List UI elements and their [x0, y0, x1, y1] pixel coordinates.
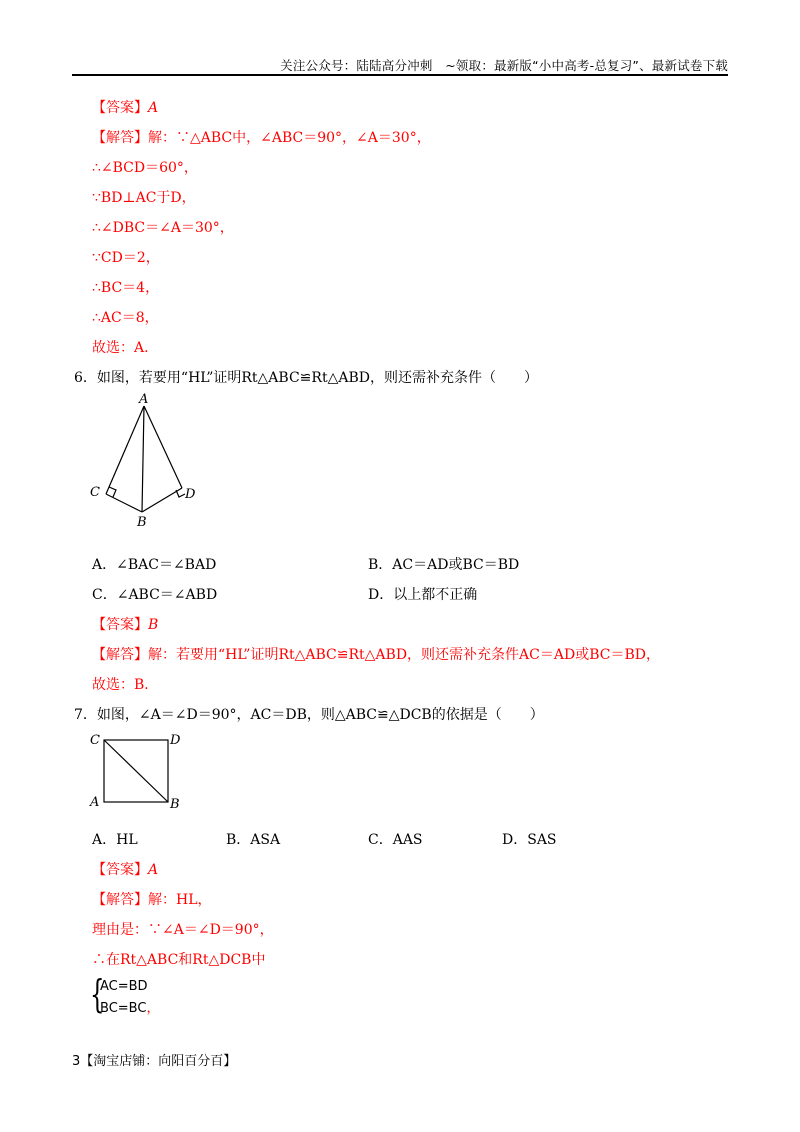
q6-option-a: A．∠BAC＝∠BAD	[92, 557, 217, 573]
q6-solution-line	[92, 645, 660, 665]
q7-reason: 理由是：∵∠A＝∠D＝90°，	[92, 922, 274, 938]
q7-stem: 7．如图，∠A＝∠D＝90°，AC＝DB，则△ABC≌△DCB的依据是（ ）	[74, 707, 544, 723]
q6-option-b: B．AC＝AD或BC＝BD	[368, 557, 520, 573]
answer-tag: 【答案】	[92, 100, 148, 116]
q6-option-c: C．∠ABC＝∠ABD	[92, 587, 218, 603]
header-divider	[72, 74, 728, 76]
solution-tag: 【解答】	[92, 892, 148, 908]
q6-label-d: D	[185, 487, 196, 502]
q6-label-c: C	[90, 485, 100, 500]
q7-solution: 解：HL，	[148, 892, 212, 908]
q5-solution-2: ∵BD⊥AC于D，	[92, 190, 196, 206]
q6-stem: 6．如图，若要用“HL”证明Rt△ABC≌Rt△ABD，则还需补充条件（ ）	[74, 370, 538, 386]
q7-option-c: C．AAS	[368, 832, 423, 848]
q7-option-a: A．HL	[92, 832, 138, 848]
q5-solution-line	[92, 128, 431, 148]
q7-label-a: A	[90, 795, 100, 810]
q6-label-a: A	[139, 392, 149, 407]
q7-label-d: D	[170, 733, 181, 748]
q5-solution-4: ∵CD＝2，	[92, 250, 160, 266]
q6-label-b: B	[137, 515, 147, 528]
solution-tag: 【解答】	[92, 130, 148, 146]
q5-solution-5: ∴BC＝4，	[92, 280, 160, 296]
q6-option-d: D．以上都不正确	[368, 587, 478, 603]
q7-label-c: C	[90, 733, 100, 748]
q6-answer: B	[148, 617, 159, 633]
q6-solution: 解：若要用“HL”证明Rt△ABC≌Rt△ABD，则还需补充条件AC＝AD或BC＝BD，	[148, 647, 660, 663]
system-line-2-text: BC=BC	[100, 1001, 147, 1016]
q5-solution-3: ∴∠DBC＝∠A＝30°，	[92, 220, 234, 236]
solution-tag: 【解答】	[92, 647, 148, 663]
q5-solution-1: ∴∠BCD＝60°，	[92, 160, 198, 176]
system-line-1: AC=BD	[100, 979, 148, 994]
answer-tag: 【答案】	[92, 617, 148, 633]
q7-in-triangles: ∴在Rt△ABC和Rt△DCB中	[92, 952, 266, 968]
q5-solution-6: ∴AC＝8，	[92, 310, 159, 326]
system-line-2	[100, 1000, 159, 1018]
answer-tag: 【答案】	[92, 862, 148, 878]
q7-option-d: D．SAS	[502, 832, 557, 848]
q7-answer: A	[148, 862, 159, 878]
system-line-2-comma: ，	[146, 1001, 160, 1016]
q7-answer-line	[92, 860, 158, 880]
q7-figure	[84, 728, 194, 818]
page-header: 关注公众号：陆陆高分冲刺 ~领取：最新版“小中高考-总复习”、最新试卷下载	[280, 58, 728, 73]
q6-final: 故选：B．	[92, 677, 159, 693]
q7-label-b: B	[170, 797, 180, 812]
page-footer: 3【淘宝店铺：向阳百分百】	[72, 1054, 237, 1069]
q6-figure	[84, 388, 204, 528]
q6-answer-line	[92, 615, 158, 635]
equation-brace: {	[90, 972, 105, 1016]
q7-option-b: B．ASA	[226, 832, 281, 848]
q5-answer-line	[92, 98, 158, 118]
q5-solution-7: 故选：A．	[92, 340, 159, 356]
q5-answer: A	[148, 100, 159, 116]
q7-solution-line	[92, 890, 212, 910]
q5-solution-0: 解：∵△ABC中，∠ABC＝90°，∠A＝30°，	[148, 130, 431, 146]
